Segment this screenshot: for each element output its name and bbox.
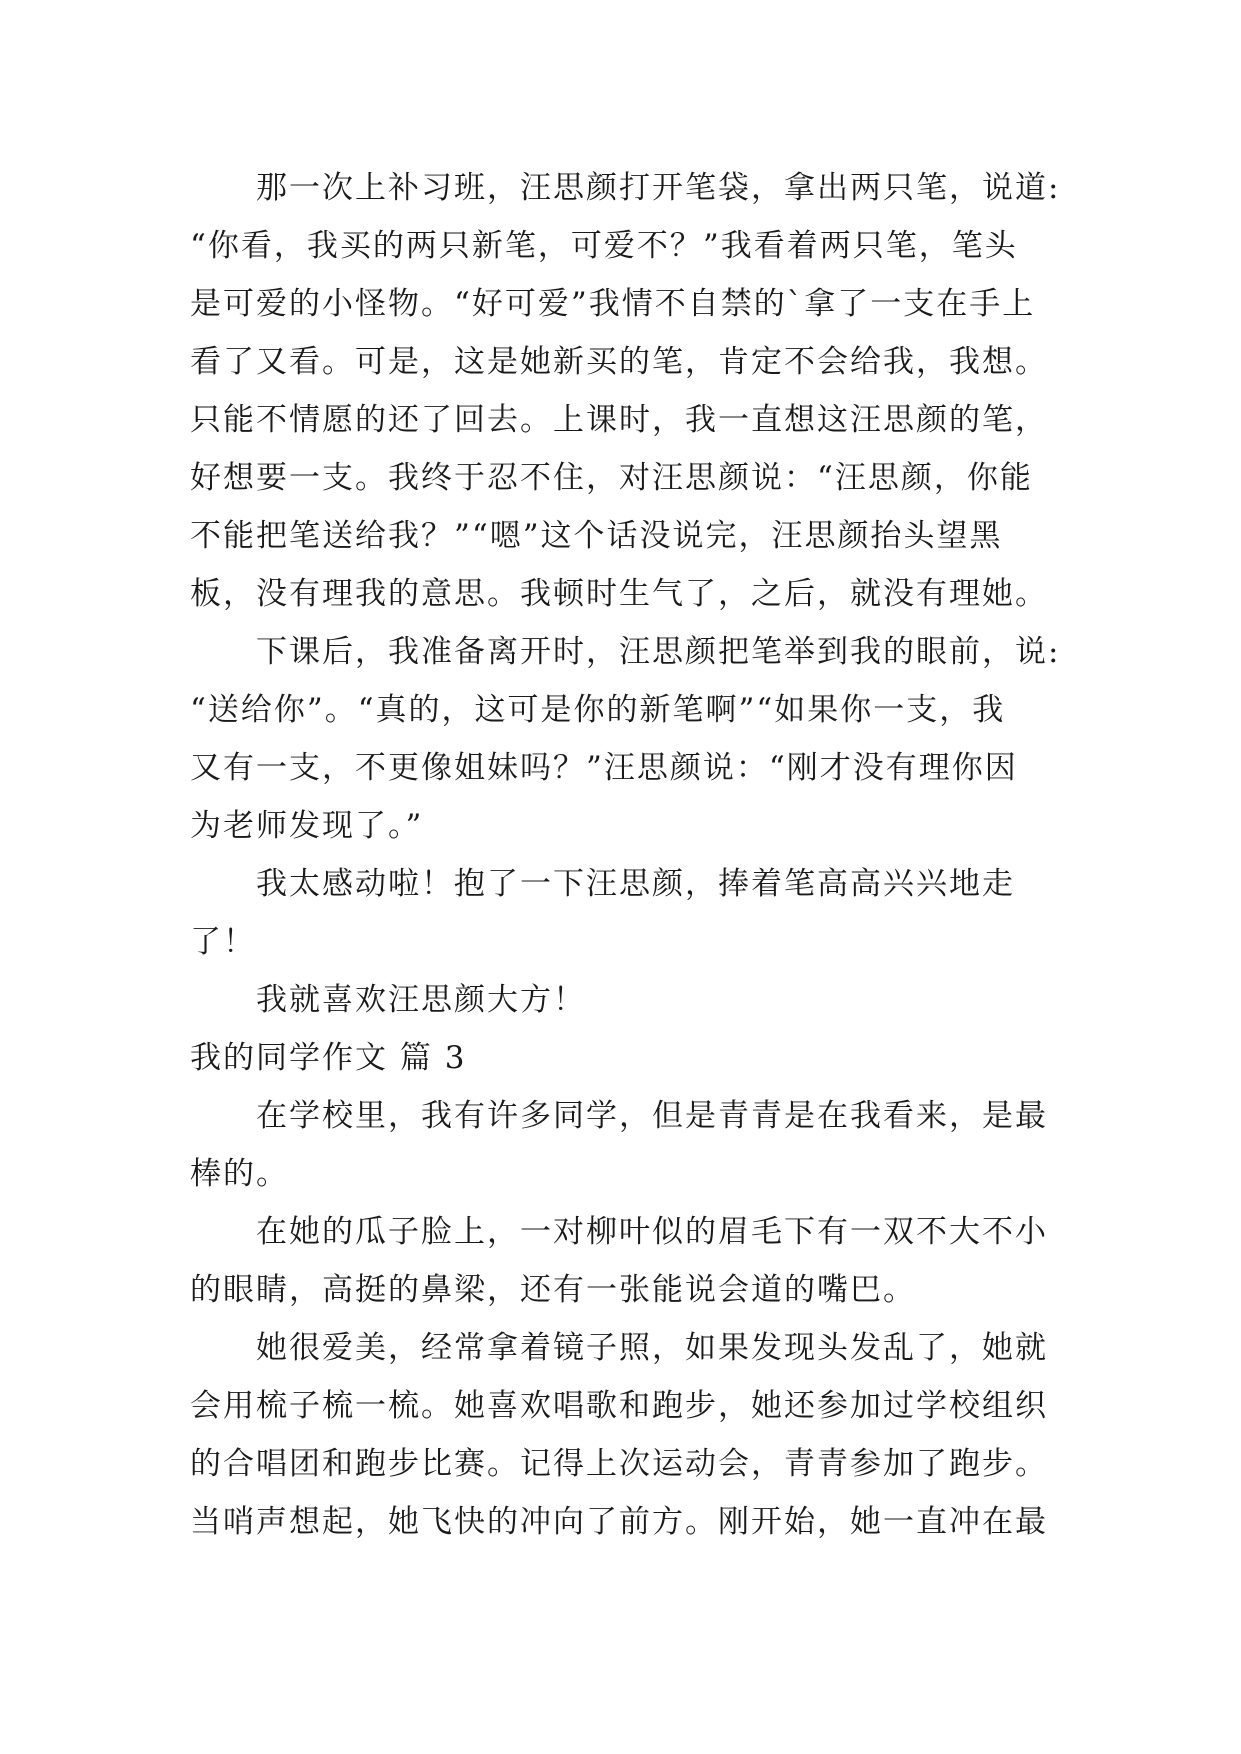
section-heading: 我的同学作文 篇 3 [190,1040,467,1076]
text-line: 为老师发现了。” [190,808,424,844]
text-line: “你看，我买的两只新笔，可爱不？”我看着两只笔，笔头 [190,228,1018,264]
text-line: 棒的。 [190,1156,289,1192]
text-line: 了！ [190,924,256,960]
text-line: 看了又看。可是，这是她新买的笔，肯定不会给我，我想。 [190,344,1048,380]
text-line: “送给你”。“真的，这可是你的新笔啊”“如果你一支，我 [190,692,1006,728]
text-line: 不能把笔送给我？”“嗯”这个话没说完，汪思颜抬头望黑 [190,518,1003,554]
text-line: 好想要一支。我终于忍不住，对汪思颜说：“汪思颜，你能 [190,460,1033,496]
text-line: 那一次上补习班，汪思颜打开笔袋，拿出两只笔，说道: [256,170,1061,206]
text-line: 当哨声想起，她飞快的冲向了前方。刚开始，她一直冲在最 [190,1504,1048,1540]
text-line: 在她的瓜子脸上，一对柳叶似的眉毛下有一双不大不小 [256,1214,1048,1250]
text-line: 在学校里，我有许多同学，但是青青是在我看来，是最 [256,1098,1048,1134]
text-line: 是可爱的小怪物。“好可爱”我情不自禁的`拿了一支在手上 [190,286,1036,322]
text-line: 的合唱团和跑步比赛。记得上次运动会，青青参加了跑步。 [190,1446,1048,1482]
text-line: 她很爱美，经常拿着镜子照，如果发现头发乱了，她就 [256,1330,1048,1366]
text-line: 的眼睛，高挺的鼻梁，还有一张能说会道的嘴巴。 [190,1272,916,1308]
text-line: 我太感动啦！抱了一下汪思颜，捧着笔高高兴兴地走 [256,866,1015,902]
text-line: 下课后，我准备离开时，汪思颜把笔举到我的眼前，说: [256,634,1061,670]
text-line: 会用梳子梳一梳。她喜欢唱歌和跑步，她还参加过学校组织 [190,1388,1048,1424]
text-line: 只能不情愿的还了回去。上课时，我一直想这汪思颜的笔， [190,402,1048,438]
text-line: 板，没有理我的意思。我顿时生气了，之后，就没有理她。 [190,576,1048,612]
text-line: 又有一支，不更像姐妹吗？”汪思颜说：“刚才没有理你因 [190,750,1018,786]
text-line: 我就喜欢汪思颜大方！ [256,982,586,1018]
